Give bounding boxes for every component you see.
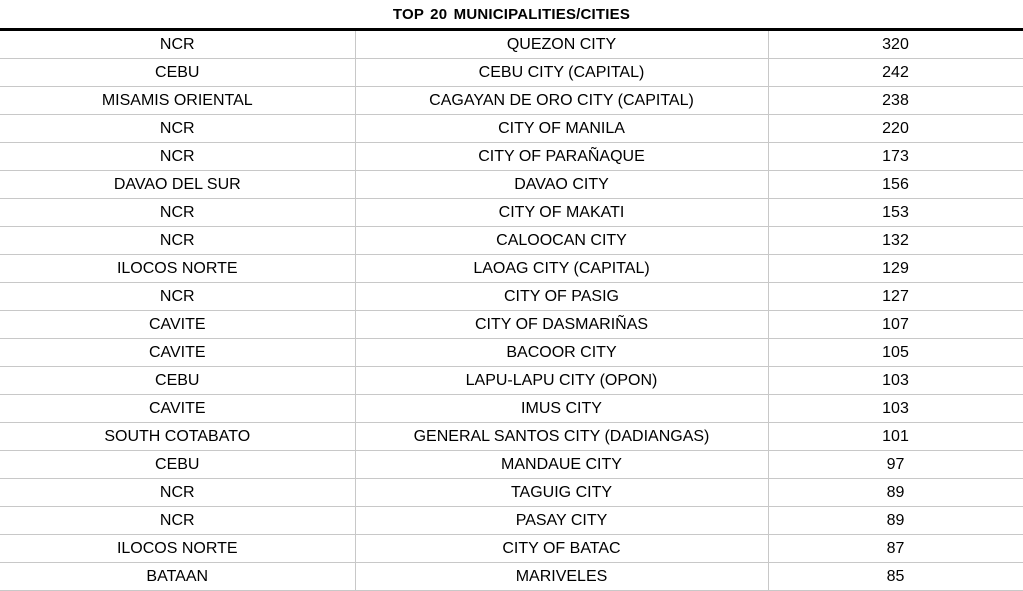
count-cell: 156 [768,171,1023,199]
province-cell: SOUTH COTABATO [0,423,355,451]
table-row [0,255,1023,283]
province-cell: MISAMIS ORIENTAL [0,87,355,115]
table-row [0,87,1023,115]
province-cell: NCR [0,227,355,255]
count-cell: 101 [768,423,1023,451]
count-cell: 89 [768,507,1023,535]
province-cell: NCR [0,199,355,227]
table-row [0,367,1023,395]
city-cell: CITY OF DASMARIÑAS [355,311,768,339]
province-cell: NCR [0,143,355,171]
table-row [0,283,1023,311]
data-table-container [0,28,1023,591]
city-cell: CAGAYAN DE ORO CITY (CAPITAL) [355,87,768,115]
count-cell: 103 [768,367,1023,395]
city-cell: CITY OF MAKATI [355,199,768,227]
count-cell: 153 [768,199,1023,227]
province-cell: NCR [0,31,355,59]
count-cell: 107 [768,311,1023,339]
city-cell: MARIVELES [355,563,768,591]
province-cell: CAVITE [0,395,355,423]
count-cell: 105 [768,339,1023,367]
table-row [0,479,1023,507]
count-cell: 87 [768,535,1023,563]
city-cell: TAGUIG CITY [355,479,768,507]
city-cell: LAOAG CITY (CAPITAL) [355,255,768,283]
city-cell: CEBU CITY (CAPITAL) [355,59,768,87]
table-row [0,423,1023,451]
province-cell: CAVITE [0,311,355,339]
table-row [0,451,1023,479]
city-cell: BACOOR CITY [355,339,768,367]
count-cell: 129 [768,255,1023,283]
count-cell: 89 [768,479,1023,507]
city-cell: CITY OF MANILA [355,115,768,143]
table-row [0,535,1023,563]
province-cell: CAVITE [0,339,355,367]
province-cell: BATAAN [0,563,355,591]
province-cell: NCR [0,283,355,311]
city-cell: CALOOCAN CITY [355,227,768,255]
count-cell: 242 [768,59,1023,87]
city-cell: PASAY CITY [355,507,768,535]
table-title: TOP 20 MUNICIPALITIES/CITIES [392,6,631,23]
city-cell: CITY OF PASIG [355,283,768,311]
province-cell: CEBU [0,367,355,395]
city-cell: IMUS CITY [355,395,768,423]
province-cell: NCR [0,115,355,143]
table-row [0,171,1023,199]
count-cell: 320 [768,31,1023,59]
province-cell: CEBU [0,451,355,479]
city-cell: LAPU-LAPU CITY (OPON) [355,367,768,395]
count-cell: 173 [768,143,1023,171]
city-cell: GENERAL SANTOS CITY (DADIANGAS) [355,423,768,451]
table-row [0,143,1023,171]
province-cell: ILOCOS NORTE [0,255,355,283]
municipalities-table [0,31,1023,591]
city-cell: CITY OF BATAC [355,535,768,563]
province-cell: DAVAO DEL SUR [0,171,355,199]
table-row [0,339,1023,367]
city-cell: CITY OF PARAÑAQUE [355,143,768,171]
count-cell: 85 [768,563,1023,591]
province-cell: NCR [0,507,355,535]
table-row [0,563,1023,591]
table-row [0,59,1023,87]
table-row [0,31,1023,59]
count-cell: 97 [768,451,1023,479]
province-cell: ILOCOS NORTE [0,535,355,563]
table-row [0,311,1023,339]
count-cell: 103 [768,395,1023,423]
table-row [0,227,1023,255]
table-row [0,507,1023,535]
province-cell: CEBU [0,59,355,87]
count-cell: 127 [768,283,1023,311]
table-row [0,115,1023,143]
table-body [0,31,1023,591]
table-row [0,199,1023,227]
count-cell: 220 [768,115,1023,143]
city-cell: MANDAUE CITY [355,451,768,479]
city-cell: QUEZON CITY [355,31,768,59]
count-cell: 238 [768,87,1023,115]
province-cell: NCR [0,479,355,507]
count-cell: 132 [768,227,1023,255]
city-cell: DAVAO CITY [355,171,768,199]
table-row [0,395,1023,423]
